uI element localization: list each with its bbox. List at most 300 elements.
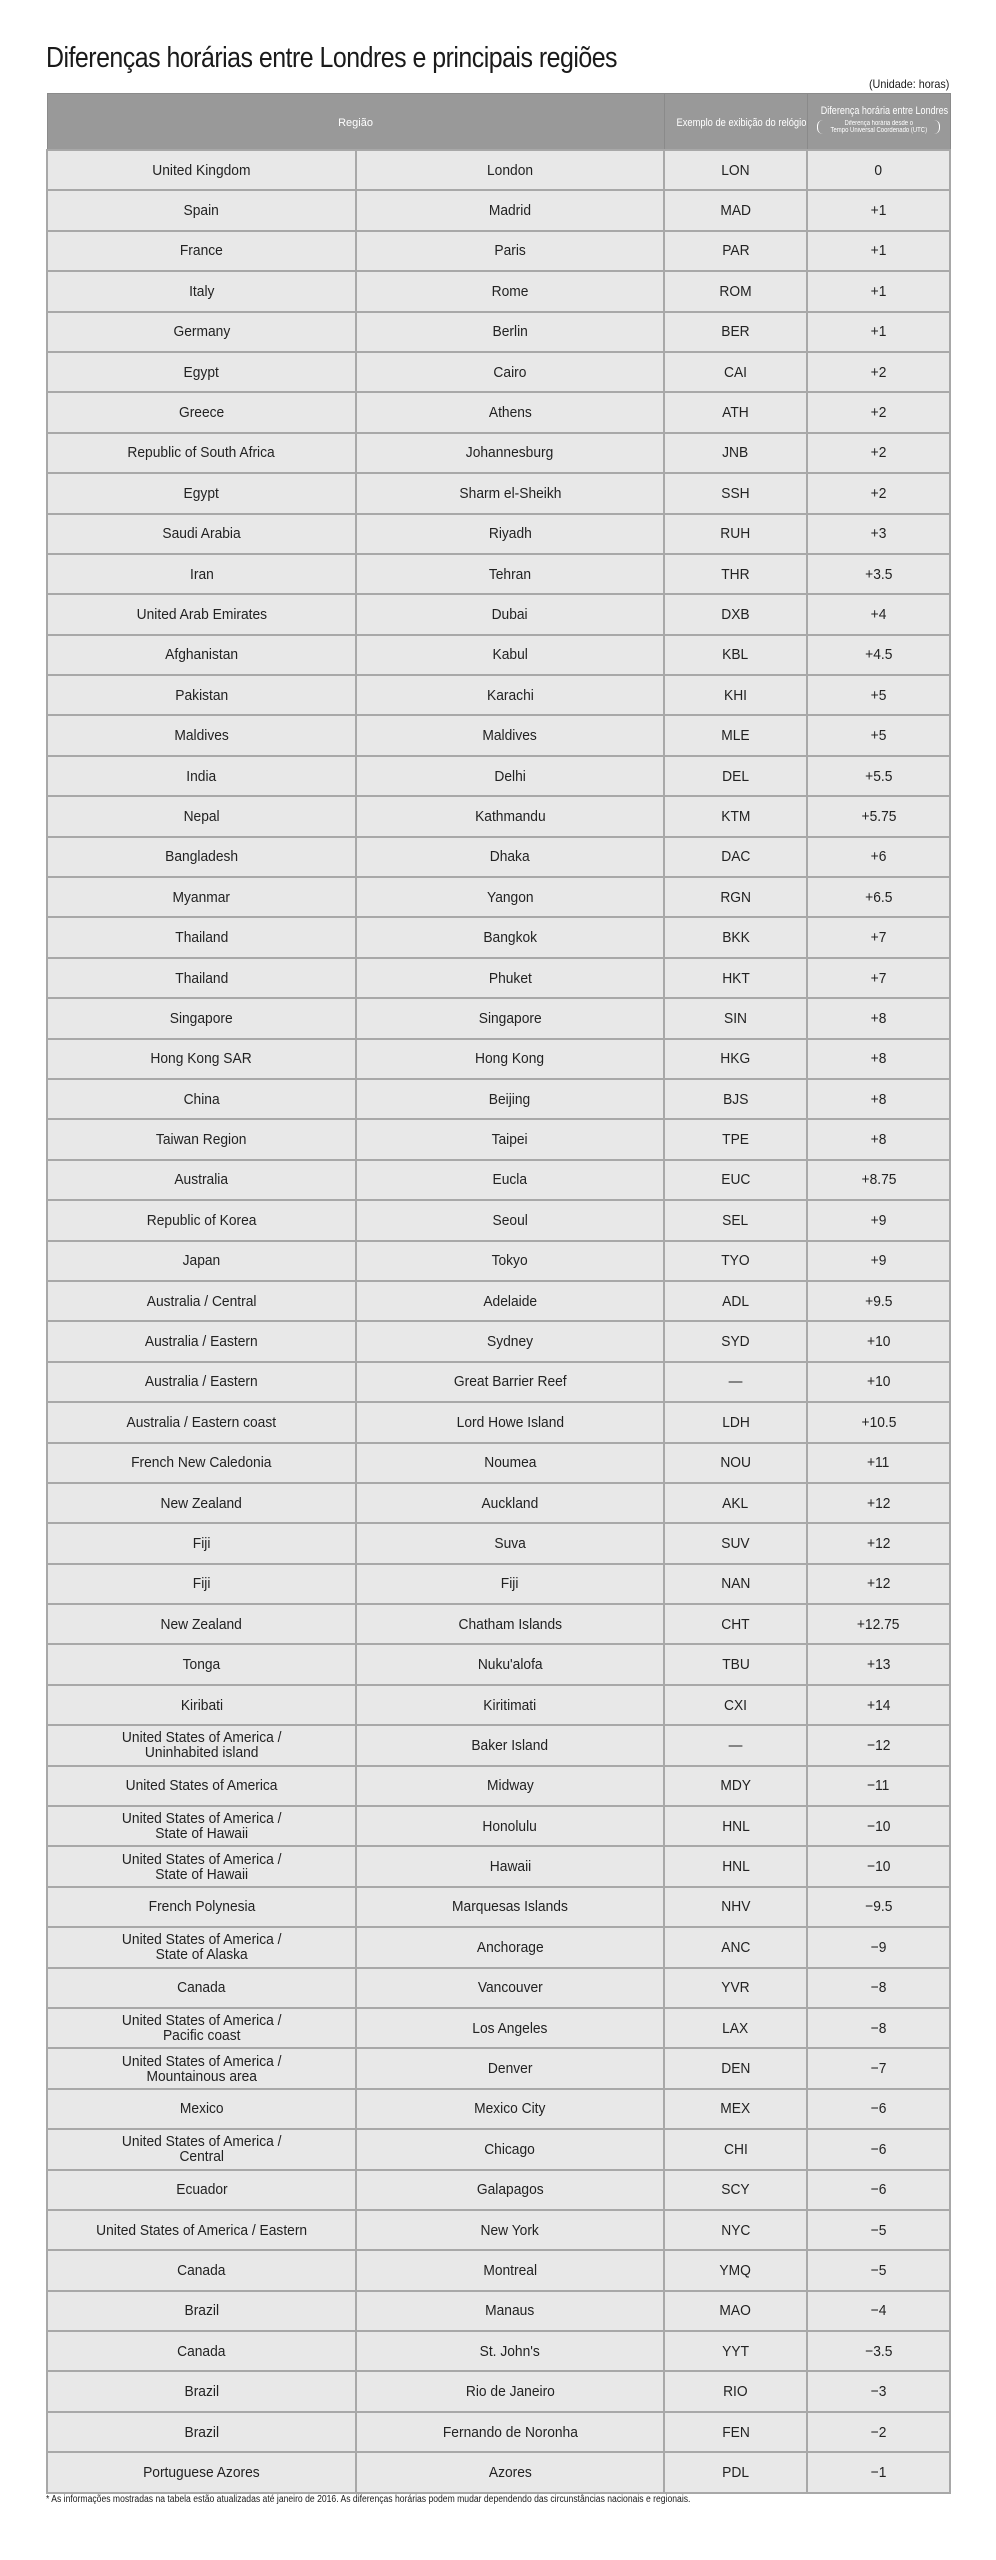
table-row xyxy=(47,1079,950,1119)
time-difference-cell-text: −3 xyxy=(870,2383,887,2401)
time-difference-cell xyxy=(807,1604,950,1644)
time-difference-cell-text: +3.5 xyxy=(864,565,893,583)
clock-code-cell xyxy=(664,1039,807,1079)
region-cell-text: United States of America / Pacific coast xyxy=(121,2012,282,2045)
city-cell xyxy=(356,392,664,432)
time-difference-cell-text: +4.5 xyxy=(864,646,893,664)
time-difference-cell-text: −10 xyxy=(866,1858,891,1876)
time-difference-table xyxy=(46,93,951,2494)
clock-code-cell xyxy=(664,998,807,1038)
city-cell-text: Marquesas Islands xyxy=(452,1898,568,1916)
clock-code-cell xyxy=(664,2371,807,2411)
time-difference-cell xyxy=(807,433,950,473)
time-difference-cell xyxy=(807,1200,950,1240)
clock-code-cell-text: ATH xyxy=(722,404,749,422)
city-cell xyxy=(356,2170,664,2210)
city-cell-text: Hawaii xyxy=(489,1858,531,1876)
city-cell-text: Manaus xyxy=(485,2302,535,2320)
region-cell xyxy=(47,1968,356,2008)
clock-code-cell-text: YMQ xyxy=(719,2262,752,2279)
region-cell xyxy=(47,877,356,917)
region-cell xyxy=(47,150,356,190)
city-cell-text: Berlin xyxy=(492,323,528,341)
city-cell xyxy=(356,2452,664,2492)
region-cell xyxy=(47,231,356,271)
time-difference-cell xyxy=(807,1564,950,1604)
table-row xyxy=(47,1402,950,1442)
city-cell xyxy=(356,1766,664,1806)
region-cell-text: Australia / Eastern xyxy=(145,1333,258,1351)
city-cell xyxy=(356,2210,664,2250)
region-cell-text: New Zealand xyxy=(160,1615,243,1633)
time-difference-cell-text: −6 xyxy=(870,2140,887,2158)
clock-code-cell xyxy=(664,2250,807,2290)
table-row xyxy=(47,433,950,473)
table-header xyxy=(47,94,950,151)
time-difference-cell-text: +5 xyxy=(870,727,887,745)
clock-code-cell-text: DEN xyxy=(720,2060,751,2078)
region-cell-text: Mexico xyxy=(179,2100,224,2118)
time-difference-cell xyxy=(807,2210,950,2250)
clock-code-cell-text: SCY xyxy=(721,2181,750,2199)
city-cell-text: Riyadh xyxy=(488,525,532,543)
clock-code-cell xyxy=(664,2452,807,2492)
region-cell xyxy=(47,2129,356,2169)
region-cell xyxy=(47,2170,356,2210)
time-difference-cell-text: −9 xyxy=(870,1938,887,1956)
time-difference-cell xyxy=(807,998,950,1038)
region-cell-text: United States of America / Eastern xyxy=(96,2221,307,2239)
city-cell xyxy=(356,1362,664,1402)
clock-code-cell-text: RIO xyxy=(723,2383,748,2401)
city-cell xyxy=(356,473,664,513)
time-difference-cell xyxy=(807,2008,950,2048)
clock-code-cell-text: DEL xyxy=(722,767,749,785)
city-cell-text: Los Angeles xyxy=(472,2019,548,2037)
region-cell xyxy=(47,392,356,432)
table-row xyxy=(47,271,950,311)
region-cell-text: Fiji xyxy=(192,1575,211,1593)
region-cell-text: Afghanistan xyxy=(165,646,238,664)
time-difference-cell-text: +12 xyxy=(866,1494,891,1512)
time-difference-cell-text: +10.5 xyxy=(861,1413,896,1431)
header-region-label: Região xyxy=(338,116,373,129)
table-row xyxy=(47,1846,950,1886)
clock-code-cell-text: NOU xyxy=(720,1454,751,1472)
region-cell-text: Saudi Arabia xyxy=(162,525,241,543)
table-row xyxy=(47,2412,950,2452)
time-difference-cell xyxy=(807,958,950,998)
time-difference-cell xyxy=(807,594,950,634)
clock-code-cell-text: ANC xyxy=(720,1938,751,1956)
time-difference-cell-text: +2 xyxy=(870,404,887,422)
region-cell-text: Portuguese Azores xyxy=(143,2463,260,2481)
time-difference-cell xyxy=(807,2250,950,2290)
clock-code-cell-text: MEX xyxy=(720,2100,751,2118)
clock-code-cell-text: NAN xyxy=(720,1575,751,1593)
table-row xyxy=(47,392,950,432)
table-row xyxy=(47,150,950,190)
clock-code-cell xyxy=(664,1241,807,1281)
city-cell xyxy=(356,150,664,190)
time-difference-cell xyxy=(807,1887,950,1927)
city-cell-text: Cairo xyxy=(493,363,527,381)
city-cell xyxy=(356,998,664,1038)
table-row xyxy=(47,1119,950,1159)
table-row xyxy=(47,1321,950,1361)
time-difference-cell-text: +8 xyxy=(870,1009,887,1027)
time-difference-cell xyxy=(807,1039,950,1079)
clock-code-cell xyxy=(664,2170,807,2210)
clock-code-cell-text: MAD xyxy=(720,202,751,220)
time-difference-cell-text: +12 xyxy=(866,1575,891,1593)
time-difference-cell xyxy=(807,1119,950,1159)
time-difference-cell xyxy=(807,554,950,594)
city-cell-text: Suva xyxy=(494,1534,526,1552)
clock-code-cell xyxy=(664,1766,807,1806)
region-cell-text: United Kingdom xyxy=(152,161,251,179)
clock-code-cell xyxy=(664,150,807,190)
clock-code-cell xyxy=(664,1564,807,1604)
time-difference-cell-text: +11 xyxy=(867,1454,890,1472)
clock-code-cell xyxy=(664,796,807,836)
city-cell xyxy=(356,1241,664,1281)
region-cell-text: France xyxy=(180,242,223,260)
time-difference-cell xyxy=(807,2412,950,2452)
city-cell xyxy=(356,635,664,675)
city-cell-text: Sharm el-Sheikh xyxy=(458,484,562,502)
city-cell xyxy=(356,2129,664,2169)
city-cell-text: Johannesburg xyxy=(466,444,554,462)
clock-code-cell xyxy=(664,554,807,594)
time-difference-cell-text: +1 xyxy=(870,323,887,341)
city-cell xyxy=(356,2412,664,2452)
region-cell xyxy=(47,675,356,715)
time-difference-cell xyxy=(807,473,950,513)
table-row xyxy=(47,958,950,998)
time-difference-cell xyxy=(807,1927,950,1967)
city-cell xyxy=(356,1443,664,1483)
time-difference-cell xyxy=(807,1241,950,1281)
clock-code-cell-text: TPE xyxy=(722,1131,749,1149)
clock-code-cell-text: ROM xyxy=(719,282,752,300)
time-difference-cell xyxy=(807,2452,950,2492)
time-difference-cell xyxy=(807,2291,950,2331)
time-difference-cell-text: +5.5 xyxy=(864,767,893,785)
clock-code-cell xyxy=(664,2089,807,2129)
table-row xyxy=(47,1644,950,1684)
region-cell-text: Nepal xyxy=(183,807,220,825)
time-difference-cell xyxy=(807,2170,950,2210)
clock-code-cell xyxy=(664,392,807,432)
table-row xyxy=(47,2008,950,2048)
clock-code-cell xyxy=(664,1685,807,1725)
region-cell-text: Egypt xyxy=(183,484,220,502)
time-difference-cell xyxy=(807,1523,950,1563)
city-cell xyxy=(356,1483,664,1523)
region-cell-text: Singapore xyxy=(170,1009,233,1027)
clock-code-cell xyxy=(664,1443,807,1483)
table-row xyxy=(47,796,950,836)
city-cell xyxy=(356,837,664,877)
clock-code-cell-text: RGN xyxy=(720,888,751,906)
city-cell-text: Rome xyxy=(491,282,529,300)
time-difference-cell xyxy=(807,1806,950,1846)
table-row xyxy=(47,2331,950,2371)
city-cell xyxy=(356,514,664,554)
city-cell xyxy=(356,1725,664,1765)
clock-code-cell xyxy=(664,877,807,917)
region-cell-text: Australia xyxy=(174,1171,229,1189)
clock-code-cell-text: SUV xyxy=(721,1534,750,1552)
region-cell xyxy=(47,2331,356,2371)
city-cell xyxy=(356,1846,664,1886)
time-difference-cell xyxy=(807,271,950,311)
clock-code-cell-text: CHI xyxy=(723,2140,748,2158)
city-cell-text: Vancouver xyxy=(477,1979,543,1997)
time-difference-cell xyxy=(807,1766,950,1806)
time-difference-cell-text: +1 xyxy=(870,242,887,260)
table-row xyxy=(47,1160,950,1200)
time-difference-cell xyxy=(807,2089,950,2129)
region-cell-text: Fiji xyxy=(192,1534,211,1552)
table-row xyxy=(47,1887,950,1927)
city-cell-text: Adelaide xyxy=(483,1292,537,1310)
clock-code-cell-text: SIN xyxy=(724,1009,748,1027)
clock-code-cell-text: ADL xyxy=(722,1292,749,1310)
clock-code-cell-text: — xyxy=(728,1373,743,1391)
header-diff-sub-bracket xyxy=(817,120,941,135)
time-difference-cell-text: +7 xyxy=(870,969,887,987)
city-cell xyxy=(356,2371,664,2411)
table-row xyxy=(47,715,950,755)
region-cell xyxy=(47,1523,356,1563)
city-cell xyxy=(356,1887,664,1927)
time-difference-cell-text: +1 xyxy=(870,202,887,220)
time-difference-cell-text: +8.75 xyxy=(861,1171,896,1189)
region-cell xyxy=(47,1927,356,1967)
time-difference-cell xyxy=(807,917,950,957)
footnote: * As informações mostradas na tabela estão atualizadas até janeiro de 2016. As diferenças horárias podem mudar dependendo das circunstâncias nacionais e regionais. xyxy=(46,2494,691,2505)
table-row xyxy=(47,1281,950,1321)
region-cell-text: Thailand xyxy=(175,969,228,987)
region-cell-text: United States of America / State of Alaska xyxy=(121,1931,282,1964)
region-cell xyxy=(47,473,356,513)
city-cell-text: Eucla xyxy=(492,1171,528,1189)
time-difference-cell-text: +2 xyxy=(870,444,887,462)
header-clock-label: Exemplo de exibição do relógio xyxy=(675,116,806,129)
city-cell xyxy=(356,877,664,917)
time-difference-cell xyxy=(807,514,950,554)
clock-code-cell-text: YVR xyxy=(721,1979,750,1997)
table-row xyxy=(47,877,950,917)
city-cell xyxy=(356,2008,664,2048)
time-difference-cell xyxy=(807,1483,950,1523)
city-cell-text: Mexico City xyxy=(474,2100,546,2118)
time-difference-cell-text: +2 xyxy=(870,484,887,502)
city-cell xyxy=(356,594,664,634)
table-row xyxy=(47,1927,950,1967)
city-cell-text: Taipei xyxy=(491,1131,529,1149)
clock-code-cell-text: THR xyxy=(721,565,750,583)
city-cell xyxy=(356,1927,664,1967)
clock-code-cell xyxy=(664,514,807,554)
clock-code-cell-text: CXI xyxy=(724,1696,748,1714)
region-cell-text: Republic of Korea xyxy=(146,1211,257,1229)
table-row xyxy=(47,231,950,271)
clock-code-cell-text: BKK xyxy=(721,929,750,947)
city-cell xyxy=(356,1685,664,1725)
region-cell-text: Thailand xyxy=(175,929,228,947)
clock-code-cell xyxy=(664,1725,807,1765)
city-cell xyxy=(356,190,664,230)
table-row xyxy=(47,514,950,554)
region-cell xyxy=(47,756,356,796)
time-difference-cell-text: −4 xyxy=(870,2302,887,2320)
region-cell-text: United States of America / State of Hawaii xyxy=(121,1850,282,1883)
clock-code-cell-text: FEN xyxy=(721,2423,750,2441)
region-cell xyxy=(47,433,356,473)
clock-code-cell xyxy=(664,1968,807,2008)
table-row xyxy=(47,837,950,877)
region-cell xyxy=(47,958,356,998)
city-cell-text: Paris xyxy=(494,242,526,260)
clock-code-cell-text: NHV xyxy=(720,1898,751,1916)
city-cell-text: Fernando de Noronha xyxy=(442,2423,578,2441)
city-cell-text: Chicago xyxy=(484,2140,536,2158)
city-cell xyxy=(356,554,664,594)
region-cell-text: Australia / Eastern xyxy=(145,1373,258,1391)
table-row xyxy=(47,2250,950,2290)
time-difference-cell xyxy=(807,1725,950,1765)
city-cell-text: Tehran xyxy=(488,565,532,583)
header-diff-sub-line1: Diferença horária desde o xyxy=(844,119,913,127)
region-cell-text: Pakistan xyxy=(175,686,228,704)
city-cell xyxy=(356,2331,664,2371)
city-cell xyxy=(356,1402,664,1442)
time-difference-cell xyxy=(807,877,950,917)
city-cell-text: Seoul xyxy=(492,1211,528,1229)
city-cell-text: Great Barrier Reef xyxy=(453,1373,567,1391)
region-cell xyxy=(47,635,356,675)
region-cell xyxy=(47,1160,356,1200)
table-row xyxy=(47,1443,950,1483)
time-difference-cell xyxy=(807,1402,950,1442)
region-cell xyxy=(47,2210,356,2250)
city-cell xyxy=(356,1321,664,1361)
city-cell xyxy=(356,312,664,352)
region-cell-text: United States of America / State of Hawaii xyxy=(121,1810,282,1843)
time-difference-cell xyxy=(807,756,950,796)
time-difference-cell-text: +4 xyxy=(870,605,887,623)
time-difference-cell xyxy=(807,190,950,230)
clock-code-cell-text: DXB xyxy=(721,605,750,623)
table-row xyxy=(47,1968,950,2008)
table-row xyxy=(47,675,950,715)
clock-code-cell-text: PDL xyxy=(722,2463,749,2481)
clock-code-cell xyxy=(664,635,807,675)
clock-code-cell-text: RUH xyxy=(720,525,751,543)
time-difference-cell-text: +14 xyxy=(866,1696,891,1714)
region-cell-text: Bangladesh xyxy=(165,848,238,866)
region-cell xyxy=(47,1887,356,1927)
city-cell-text: Chatham Islands xyxy=(458,1615,562,1633)
region-cell-text: New Zealand xyxy=(160,1494,243,1512)
region-cell-text: United States of America xyxy=(125,1777,278,1795)
region-cell-text: French Polynesia xyxy=(148,1898,255,1916)
region-cell-text: Greece xyxy=(178,404,225,422)
region-cell xyxy=(47,998,356,1038)
table-row xyxy=(47,1200,950,1240)
clock-code-cell xyxy=(664,1644,807,1684)
city-cell xyxy=(356,1281,664,1321)
city-cell-text: Kiritimati xyxy=(483,1696,537,1714)
table-row xyxy=(47,917,950,957)
region-cell xyxy=(47,352,356,392)
clock-code-cell-text: — xyxy=(728,1736,743,1754)
time-difference-cell xyxy=(807,2129,950,2169)
region-cell-text: Republic of South Africa xyxy=(127,444,276,462)
clock-code-cell-text: HNL xyxy=(721,1858,750,1876)
region-cell xyxy=(47,1362,356,1402)
table-row xyxy=(47,2371,950,2411)
time-difference-cell-text: −2 xyxy=(870,2423,887,2441)
region-cell-text: Canada xyxy=(177,2342,226,2360)
clock-code-cell xyxy=(664,433,807,473)
city-cell-text: Honolulu xyxy=(482,1817,538,1835)
clock-code-cell xyxy=(664,917,807,957)
region-cell xyxy=(47,1039,356,1079)
region-cell xyxy=(47,796,356,836)
time-difference-cell xyxy=(807,312,950,352)
region-cell xyxy=(47,1443,356,1483)
region-cell xyxy=(47,1644,356,1684)
region-cell-text: Kiribati xyxy=(180,1696,223,1714)
header-diff-label: Diferença horária entre Londres xyxy=(820,105,948,118)
time-difference-cell xyxy=(807,2371,950,2411)
table-row xyxy=(47,1685,950,1725)
clock-code-cell xyxy=(664,190,807,230)
region-cell-text: Hong Kong SAR xyxy=(150,1050,253,1068)
region-cell-text: Brazil xyxy=(184,2423,219,2441)
city-cell-text: Maldives xyxy=(482,727,538,745)
time-difference-cell-text: +9 xyxy=(870,1211,887,1229)
time-difference-cell xyxy=(807,1846,950,1886)
clock-code-cell xyxy=(664,715,807,755)
region-cell xyxy=(47,1806,356,1846)
time-difference-cell xyxy=(807,1281,950,1321)
time-difference-cell-text: +6.5 xyxy=(864,888,893,906)
time-difference-cell-text: +10 xyxy=(866,1373,891,1391)
time-difference-cell-text: +10 xyxy=(866,1333,891,1351)
city-cell-text: Midway xyxy=(486,1777,534,1795)
clock-code-cell-text: SSH xyxy=(721,484,750,502)
clock-code-cell xyxy=(664,1402,807,1442)
clock-code-cell xyxy=(664,1079,807,1119)
table-row xyxy=(47,998,950,1038)
clock-code-cell-text: JNB xyxy=(722,444,749,462)
clock-code-cell-text: CHT xyxy=(721,1615,750,1633)
region-cell-text: Japan xyxy=(182,1252,221,1270)
clock-code-cell-text: KHI xyxy=(724,686,748,704)
time-difference-cell-text: +5 xyxy=(870,686,887,704)
region-cell xyxy=(47,2291,356,2331)
time-difference-cell-text: +6 xyxy=(870,848,887,866)
time-difference-cell-text: −10 xyxy=(866,1817,891,1835)
time-difference-cell-text: −9.5 xyxy=(864,1898,893,1916)
time-difference-cell xyxy=(807,1443,950,1483)
clock-code-cell xyxy=(664,1846,807,1886)
